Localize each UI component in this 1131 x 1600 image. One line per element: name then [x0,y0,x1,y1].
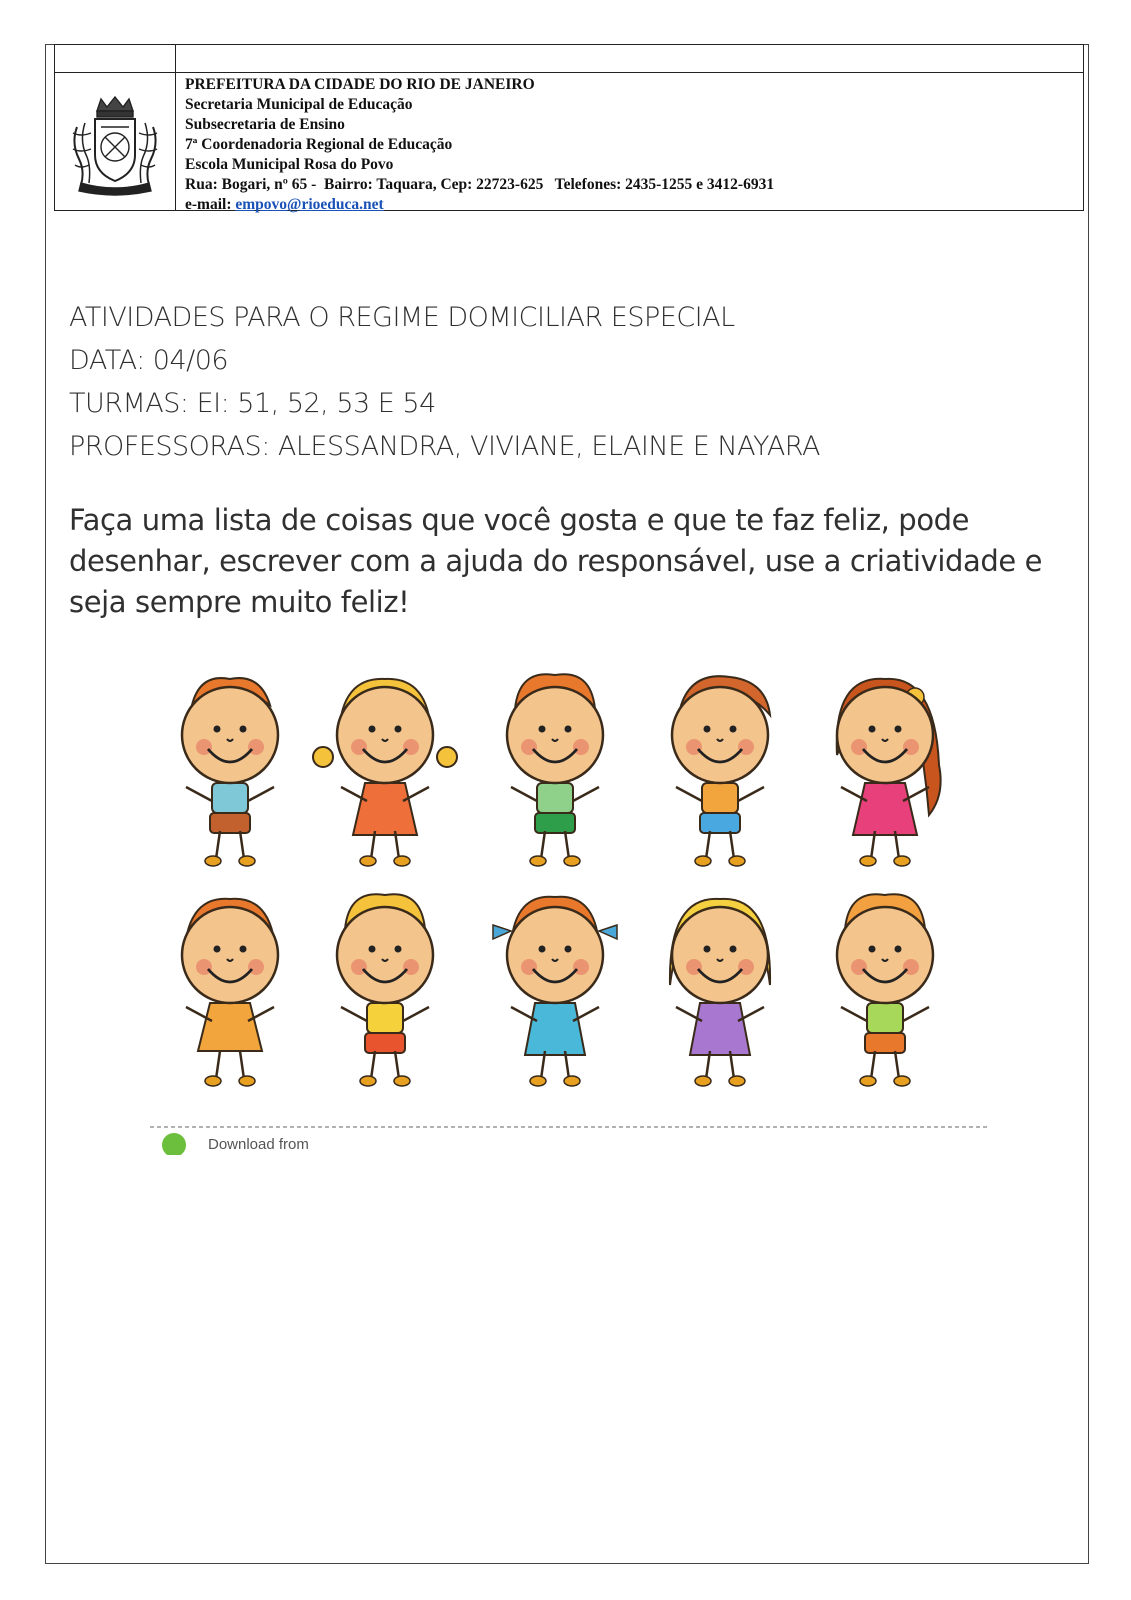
child-figure [337,894,433,1086]
letterhead-top-row [55,45,1083,73]
email-label: e-mail: [185,196,236,213]
city-hall-name: PREFEITURA DA CIDADE DO RIO DE JANEIRO [185,76,535,93]
secretariat-name: Secretaria Municipal de Educação [185,96,413,113]
download-label: Download from [208,1136,309,1153]
activity-instructions: Faça uma lista de coisas que você gosta e que te faz feliz, pode desenhar, escrever com a ajuda do responsável, use a criatividade e seja sempre muito feliz! [69,503,1043,619]
child-figure [672,676,770,866]
child-figure [493,897,617,1086]
activity-teachers: PROFESSORAS: ALESSANDRA, VIVIANE, ELAINE E NAYARA [69,431,820,462]
activity-date: DATA: 04/06 [69,345,229,376]
city-crest-icon [67,93,163,197]
activity-heading [69,296,1069,468]
school-name: Escola Municipal Rosa do Povo [185,156,394,173]
child-figure [507,674,603,866]
download-logo-icon [162,1133,186,1155]
happy-children-illustration [150,655,990,1155]
school-address: Rua: Bogari, nº 65 - Bairro: Taquara, Cep: 22723-625 Telefones: 2435-1255 e 3412-6931 [185,176,775,193]
child-figure [182,678,278,866]
child-figure [182,899,278,1086]
letterhead [54,44,1084,211]
child-figure [837,894,933,1086]
child-figure [313,679,457,866]
letterhead-text [185,75,1065,215]
sub-secretariat-name: Subsecretaria de Ensino [185,116,345,133]
child-figure [837,679,941,866]
child-figure [670,899,770,1086]
letterhead-divider [175,45,176,210]
coordination-name: 7ª Coordenadoria Regional de Educação [185,136,453,153]
email-line [185,195,1065,215]
activity-title: ATIVIDADES PARA O REGIME DOMICILIAR ESPECIAL [69,302,735,333]
email-link[interactable]: empovo@rioeduca.net [235,196,384,213]
activity-classes: TURMAS: EI: 51, 52, 53 E 54 [69,388,436,419]
